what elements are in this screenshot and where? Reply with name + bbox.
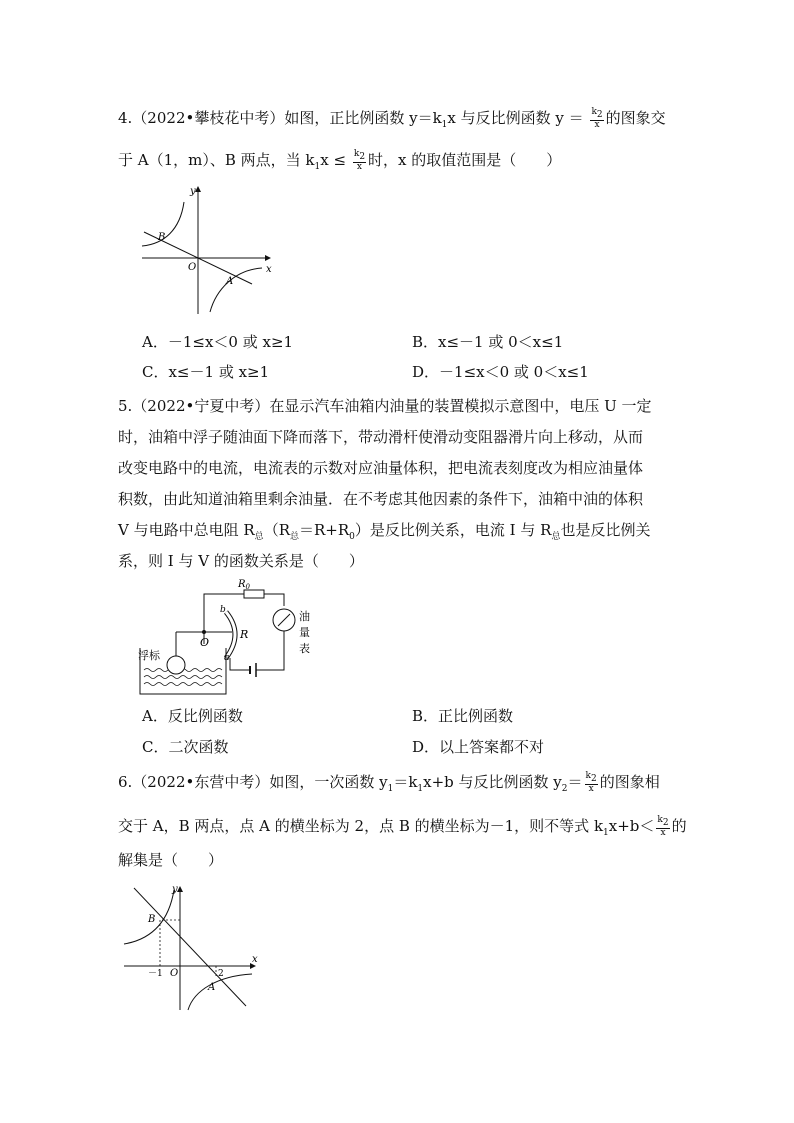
q5-option-a[interactable]: A．反比例函数: [142, 707, 243, 725]
r0-label: $R_0$: [238, 579, 250, 591]
x-label: x: [252, 954, 258, 965]
q4-graph: [134, 180, 284, 320]
q5-line5: V 与电路中总电阻 $R_总(R_总=R+R_0)$是反比例关系，电流 I 与 $R_总$也是反比例关: [118, 521, 651, 542]
label-b: b: [220, 605, 226, 615]
q6-line2: 交于 A，B 两点，点 A 的横坐标为 2，点 B 的横坐标为－1，则不等式 $k_1x+b<$ $\frac{k_2}{x}$ 的: [118, 815, 687, 838]
x-label: x: [266, 264, 272, 275]
wire-left-top: [204, 594, 244, 644]
point-b-label: B: [158, 232, 166, 243]
label-a: a: [224, 653, 230, 663]
float-ball-icon: [167, 656, 185, 674]
fraction-k2-over-x: $\frac{k_2}{x}$: [591, 107, 603, 130]
wire-right-top: [264, 594, 284, 606]
resistor-r0: [244, 590, 264, 598]
q4-option-b[interactable]: B．x≤－1 或 0＜x≤1: [412, 333, 564, 351]
q6-line1: 6.（2022•东营中考）如图，一次函数 $y_1=k_1x+b$ 与反比例函数 $y_2=$ $\frac{k_2}{x}$ 的图象相: [118, 771, 660, 794]
q4-line2: 于 A（1，m）、B 两点，当 $k_1x$ ≤ $\frac{k_2}{x}$ 时，x 的取值范围是（ ）: [118, 149, 562, 172]
q4-option-a[interactable]: A．－1≤x＜0 或 x≥1: [142, 333, 294, 351]
meter-label-1: 油: [299, 610, 310, 623]
hyperbola-branch-lower: [210, 268, 262, 312]
pivot-o: [202, 630, 206, 634]
origin-label: O: [170, 968, 179, 979]
point-b-label: B: [148, 914, 156, 925]
tick-two: 2: [218, 969, 224, 979]
q4-line1: 4.（2022•攀枝花中考）如图，正比例函数 $y=k_1x$ 与反比例函数 y ＝ $\frac{k_2}{x}$ 的图象交: [118, 107, 666, 130]
q5-option-b[interactable]: B．正比例函数: [412, 707, 514, 725]
q5-line2: 时，油箱中浮子随油面下降而落下，带动滑杆使滑动变阻器滑片向上移动，从而: [118, 428, 644, 446]
point-a-label: A: [208, 982, 216, 993]
meter-label-2: 量: [299, 626, 310, 639]
hyperbola-branch-lower: [188, 974, 252, 1010]
origin-label: O: [188, 262, 197, 273]
q6-graph: [118, 880, 268, 1014]
rheostat-arc-inner: [226, 612, 235, 658]
tick-minus-one: －1: [148, 969, 163, 979]
point-a-label: A: [226, 276, 234, 287]
meter-label-3: 表: [299, 642, 310, 655]
q4-option-d[interactable]: D．－1≤x＜0 或 0＜x≤1: [412, 363, 589, 381]
label-r: R: [240, 628, 249, 641]
fraction-k2-over-x: $\frac{k_2}{x}$: [657, 815, 669, 838]
x-axis-arrow-icon: [265, 255, 271, 261]
wire-right-bottom: [256, 631, 284, 670]
q5-circuit-diagram: [134, 578, 334, 700]
q5-line1: 5.（2022•宁夏中考）在显示汽车油箱内油量的装置模拟示意图中，电压 U 一定: [118, 397, 652, 415]
wire-bottom: [230, 658, 250, 670]
float-label: 浮标: [138, 649, 160, 662]
linear-line: [134, 888, 246, 1006]
label-o: O: [200, 636, 210, 649]
y-axis-arrow-icon: [195, 186, 201, 192]
q5-option-c[interactable]: C．二次函数: [142, 738, 229, 756]
y-axis-arrow-icon: [177, 886, 183, 892]
q5-line3: 改变电路中的电流，电流表的示数对应油量体积，把电流表刻度改为相应油量体: [118, 459, 644, 477]
fraction-k2-over-x: $\frac{k_2}{x}$: [585, 771, 597, 794]
q5-line4: 积数，由此知道油箱里剩余油量．在不考虑其他因素的条件下，油箱中油的体积: [118, 490, 644, 508]
q5-option-d[interactable]: D．以上答案都不对: [412, 738, 545, 756]
q6-line3: 解集是（ ）: [118, 851, 224, 869]
q5-line6: 系，则 I 与 V 的函数关系是（ ）: [118, 552, 364, 570]
y-label: y: [190, 186, 196, 197]
q4-option-c[interactable]: C．x≤－1 或 x≥1: [142, 363, 270, 381]
fraction-k2-over-x: $\frac{k_2}{x}$: [353, 149, 366, 172]
y-label: y: [172, 884, 178, 895]
